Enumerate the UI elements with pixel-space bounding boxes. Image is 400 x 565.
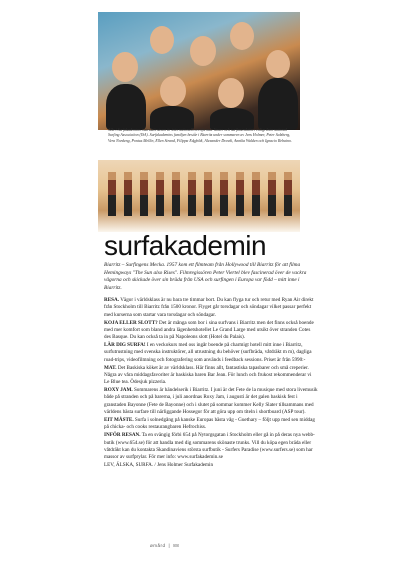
body-paragraph-signoff [104, 462, 318, 469]
beach-person [108, 172, 116, 216]
beach-person [204, 172, 212, 216]
beach-person [124, 172, 132, 216]
photo-caption: Alla i Surfakademins instruktörsteam är internationellt certifierade lärare och surfinstruktörer enligt International Surfing Association (ISA). Surfakademins familjen består i Biarritz under sommaren av Jens Holmer, Peter Salzberg, Vera Nordeng, Pontus Mellin, Ellen Strand, Filippa Edgfeldt, Alexander Dravik, Annika Walden och Ignacio Rebaino. [108, 128, 292, 143]
body-paragraph-koja [104, 320, 318, 342]
beach-person [220, 172, 228, 216]
beach-person [252, 172, 260, 216]
wetsuit-4 [258, 78, 298, 130]
page-footer [150, 543, 179, 548]
group-photo-top [98, 12, 300, 130]
run-in-heading: RESA. [104, 297, 119, 303]
wetsuit-3 [210, 108, 254, 130]
body-paragraph-infor [104, 432, 318, 461]
paragraph-text: LEV, ÄLSKA, SURFA. / Jens Holmer Surfakademin [104, 462, 214, 469]
photo-figure-6 [160, 76, 186, 106]
run-in-heading: ROXY JAM. [104, 387, 133, 394]
photo-figure-2 [150, 26, 174, 54]
paragraph-text: Det Baskiska köket är av världsklass. Här finns allt, fantastiska tapasbarer och små creperier. Några av våra middagsfavoriter är baskiska baren Bar Jean. För lunch och frukost rekommenderar vi Le Blue tea. Ödesjuk pizzeria. [104, 364, 312, 386]
group-photo-beach [98, 160, 300, 232]
run-in-heading: LÄR DIG SURFA! [104, 342, 146, 349]
beach-person [172, 172, 180, 216]
beach-person [140, 172, 148, 216]
body-paragraph-resa [104, 297, 318, 319]
article-intro: Biarritz – Surfingens Mecka. 1957 kom ett filmteam från Hollywood till Biarritz för att filma Hemingways "The Sun also Rises". Filmregissören Peter Viertel blev fascinerad över de vackra vågorna och skickade över sin bräda från USA och surfingen i Europa var född – mitt inne i Biarritz. [104, 262, 307, 292]
paragraph-text: I en veckokurs med oss ingår boende på charmigt hotell mitt inne i Biarritz, surfutrustning med svenska instruktörer, all utrustning du behöver (surfbräda, våtdräkt m m), dagliga road-trips, videofilmning och fotografering som används i feedback sessions. Priset är från 5990:- [104, 342, 312, 363]
article-body [104, 297, 318, 470]
body-paragraph-surfa [104, 342, 318, 364]
beach-person [284, 172, 292, 216]
photo-figure-5 [266, 50, 290, 78]
photo-figure-7 [218, 78, 244, 108]
body-paragraph-maste [104, 417, 318, 432]
photo-figure-3 [190, 36, 216, 66]
beach-person [268, 172, 276, 216]
photo-figure-4 [230, 22, 254, 50]
magazine-name: ømård [150, 543, 166, 548]
wetsuit-2 [150, 106, 194, 130]
wetsuit-1 [106, 84, 146, 130]
paragraph-text: Vägor i världsklass är nu bara tre timmar bort. Du kan flyga tur och retur med Ryan Air direkt från Stockholm till Biarritz från 1500 kronor. Flyget går torsdagar och söndagar vilket passar perfekt med kurserna som startar vara torsdagar och söndagar. [104, 297, 314, 318]
paragraph-text: Sommarens är händelserik i Biarritz. I juni är det Fete de la musique med stora livemusik både på stranden och på barerna, i juli anordnas Roxy Jam, i augusti är det galen baskisk fest i granstaden Bayonne (Fete de Bayonne) och i slutet på sommar kommer Kelly Slater tillsammans med världens bästa surfare till närliggande Hossegor för att göra upp om titeln i shortboard (ASP tour). [104, 387, 318, 416]
beach-person [188, 172, 196, 216]
paragraph-text: Surfa i solnedgång på kanske Europas bästa våg - Guethary – följt upp med sen middag på chicka- och cooks restaurangbaren Hefrochiss. [104, 416, 315, 431]
run-in-heading: EIT MÅSTE. [104, 416, 134, 423]
beach-person [236, 172, 244, 216]
beach-person [156, 172, 164, 216]
footer-separator: | [168, 543, 171, 548]
body-paragraph-roxy [104, 387, 318, 416]
paragraph-text: Ta en svängig förbi 654 på Nytorgsgatan i Stockholm eller gå in på deras nya webb-butik (www.654.se) för att handla med dig sommarens skönaste trunks. Vill du köpa egen bräda eller våtdräkt kan du kontakta Skandinaviens största surfbutik - Surfers Paradise (www.surfers.se) som har massor av surfprylar. För mer info: www.surfakademin.se [104, 432, 315, 461]
run-in-heading: INFÖR RESAN. [104, 432, 141, 439]
page-number: 88 [173, 543, 180, 548]
run-in-heading: MAT. [104, 364, 117, 371]
article-headline: surfakademin [104, 230, 267, 261]
run-in-heading: KOJA ELLER SLOTT? [104, 319, 158, 326]
paragraph-text: Det är många som bor i sina surfvans i Biarritz men det finns också boende med mer komfort som bland andra lägenhetshotellet Le Grand Large med utsikt över stranden Cotes des Basque. Du kan också ta in på Napoleons slott (Hotel du Palais). [104, 319, 314, 341]
photo-figure-1 [112, 52, 138, 82]
body-paragraph-mat [104, 365, 318, 387]
